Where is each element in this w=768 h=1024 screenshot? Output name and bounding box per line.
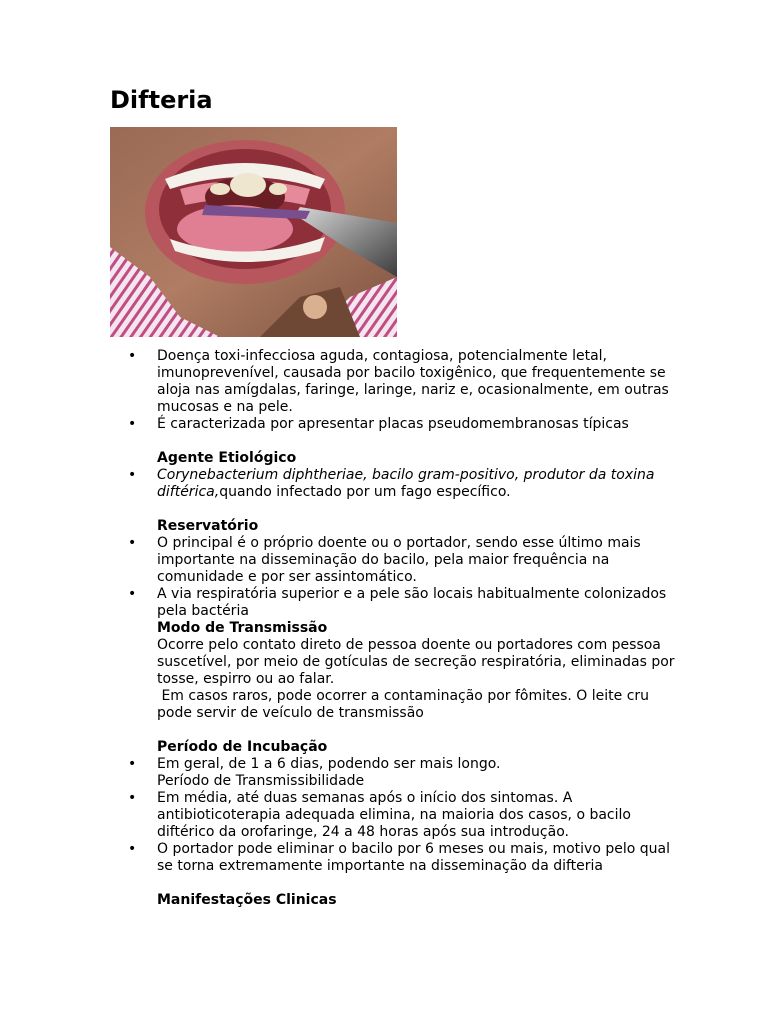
intro-list <box>157 348 677 433</box>
agente-list <box>157 467 677 501</box>
document-body <box>157 348 677 909</box>
paragraph: Em casos raros, pode ocorrer a contaminação por fômites. O leite cru pode servir de veículo de transmissão <box>157 688 654 721</box>
list-item: • Doença toxi-infecciosa aguda, contagiosa, potencialmente letal, imunoprevenível, causada por bacilo toxigênico, que frequentemente se aloja nas amígdalas, faringe, laringe, nariz e, ocasionalmente, em outras mucosas e na pele. <box>157 348 677 416</box>
list-item: • O portador pode eliminar o bacilo por 6 meses ou mais, motivo pelo qual se torna extremamente importante na disseminação da difteria <box>157 841 677 875</box>
list-item: • O principal é o próprio doente ou o portador, sendo esse último mais importante na disseminação do bacilo, pela maior frequência na comunidade e por ser assintomático. <box>157 535 677 586</box>
section-heading-agente: Agente Etiológico <box>157 450 297 466</box>
reservatorio-list <box>157 535 677 620</box>
document-title: Difteria <box>110 86 213 114</box>
list-item <box>157 756 677 790</box>
paragraph: Ocorre pelo contato direto de pessoa doente ou portadores com pessoa suscetível, por meio de gotículas de secreção respiratória, eliminadas por tosse, espirro ou ao falar. <box>157 637 675 687</box>
list-item: • A via respiratória superior e a pele são locais habitualmente colonizados pela bactéria <box>157 586 677 620</box>
incubacao-list <box>157 756 677 875</box>
section-heading-reservatorio: Reservatório <box>157 518 259 534</box>
section-heading-incubacao: Período de Incubação <box>157 739 328 755</box>
list-item-text: quando infectado por um fago específico. <box>219 484 511 500</box>
list-item: • É caracterizada por apresentar placas pseudomembranosas típicas <box>157 416 677 433</box>
throat-photo <box>110 127 397 337</box>
subheading-transmissibilidade: Período de Transmissibilidade <box>157 773 365 789</box>
section-heading-manifestacoes: Manifestações Clinicas <box>157 892 337 908</box>
section-heading-transmissao: Modo de Transmissão <box>157 620 328 636</box>
list-item-text: Em geral, de 1 a 6 dias, podendo ser mais longo. <box>157 756 501 772</box>
list-item <box>157 467 677 501</box>
list-item: • Em média, até duas semanas após o início dos sintomas. A antibioticoterapia adequada elimina, na maioria dos casos, o bacilo diftérico da orofaringe, 24 a 48 horas após sua introdução. <box>157 790 677 841</box>
organism-name: Corynebacterium diphtheriae, bacilo gram-positivo, produtor da toxina diftérica, <box>157 467 655 500</box>
